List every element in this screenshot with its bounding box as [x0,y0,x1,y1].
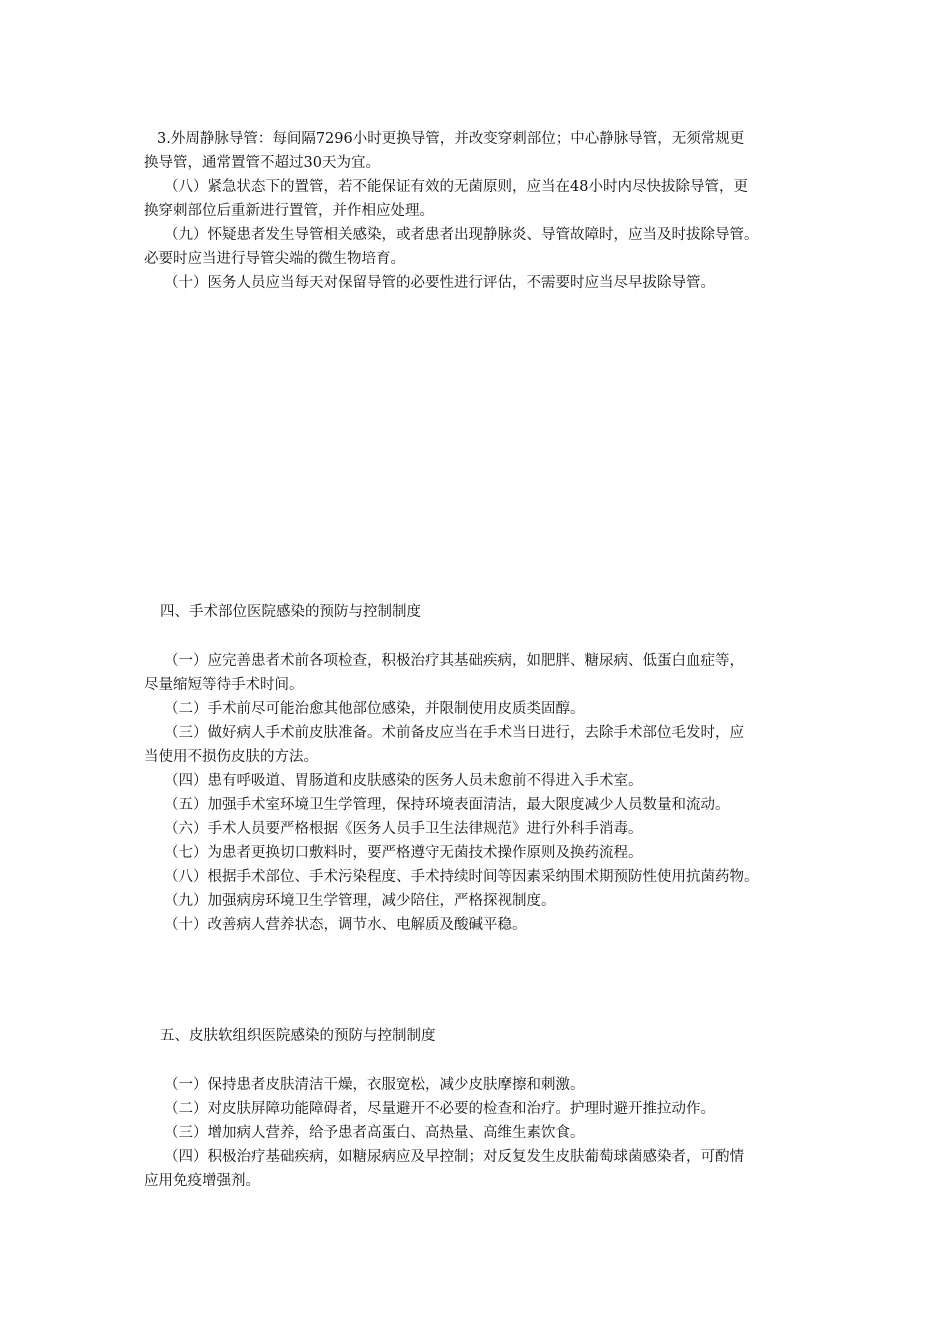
list-item: （二）对皮肤屏障功能障碍者，尽量避开不必要的检查和治疗。护理时避开推拉动作。 [164,1101,715,1117]
paragraph-line: 3.外周静脉导管：每间隔7296小时更换导管，并改变穿刺部位；中心静脉导管，无须常规更 [157,131,745,147]
list-item: 尽量缩短等待手术时间。 [144,677,304,693]
paragraph-line: 必要时应当进行导管尖端的微生物培育。 [144,251,405,267]
list-item: （一）保持患者皮肤清洁干燥，衣服宽松，减少皮肤摩擦和刺激。 [164,1077,585,1093]
section-heading: 五、皮肤软组织医院感染的预防与控制制度 [160,1028,436,1044]
list-item: 应用免疫增强剂。 [144,1173,260,1189]
list-item: （一）应完善患者术前各项检查，积极治疗其基础疾病，如肥胖、糖尿病、低蛋白血症等， [164,653,744,669]
paragraph-line: （八）紧急状态下的置管，若不能保证有效的无菌原则，应当在48小时内尽快拔除导管，更 [164,179,748,195]
list-item: 当使用不损伤皮肤的方法。 [144,749,318,765]
list-item: （八）根据手术部位、手术污染程度、手术持续时间等因素采纳围术期预防性使用抗菌药物。 [164,869,759,885]
surgical-site-section [144,649,808,937]
list-item: （五）加强手术室环境卫生学管理，保持环境表面清洁，最大限度减少人员数量和流动。 [164,797,730,813]
list-item: （七）为患者更换切口敷料时，要严格遵守无菌技术操作原则及换药流程。 [164,845,643,861]
list-item: （十）改善病人营养状态，调节水、电解质及酸碱平稳。 [164,917,527,933]
list-item: （三）增加病人营养，给予患者高蛋白、高热量、高维生素饮食。 [164,1125,585,1141]
section-heading: 四、手术部位医院感染的预防与控制制度 [160,604,421,620]
list-item: （三）做好病人手术前皮肤准备。术前备皮应当在手术当日进行，去除手术部位毛发时，应 [164,725,744,741]
list-item: （二）手术前尽可能治愈其他部位感染，并限制使用皮质类固醇。 [164,701,585,717]
paragraph-line: （九）怀疑患者发生导管相关感染，或者患者出现静脉炎、导管故障时，应当及时拔除导管。 [164,227,759,243]
skin-soft-tissue-section [144,1073,808,1193]
list-item: （四）积极治疗基础疾病，如糖尿病应及早控制；对反复发生皮肤葡萄球菌感染者，可酌情 [164,1149,744,1165]
catheter-section-tail [144,127,808,295]
list-item: （四）患有呼吸道、胃肠道和皮肤感染的医务人员未愈前不得进入手术室。 [164,773,643,789]
list-item: （九）加强病房环境卫生学管理，减少陪住，严格探视制度。 [164,893,556,909]
list-item: （六）手术人员要严格根据《医务人员手卫生法律规范》进行外科手消毒。 [164,821,643,837]
paragraph-line: 换穿刺部位后重新进行置管，并作相应处理。 [144,203,434,219]
paragraph-line: 换导管，通常置管不超过30天为宜。 [144,155,380,171]
paragraph-line: （十）医务人员应当每天对保留导管的必要性进行评估，不需要时应当尽早拔除导管。 [164,275,715,291]
